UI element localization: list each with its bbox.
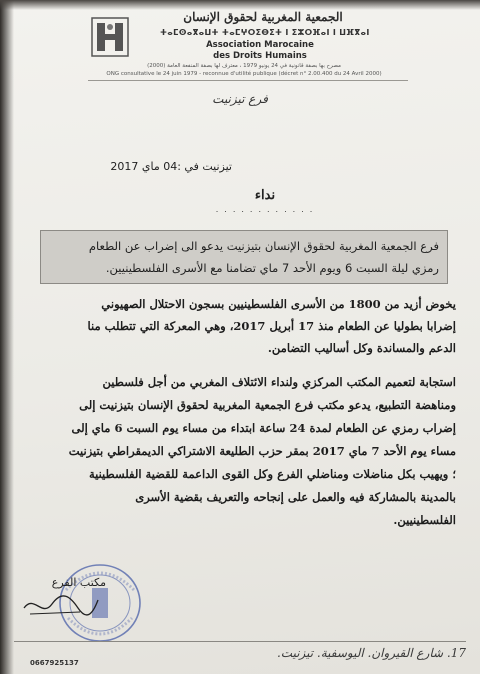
org-name-french-line2: des Droits Humains [213, 51, 307, 61]
branch-title: فرع تيزنيت [212, 92, 268, 106]
registration-french: ONG consultative le 24 juin 1979 - reconnue d'utilité publique (décret n° 2.00.400 du 24 Avril 2000) [106, 71, 382, 77]
footer-address: 17. شارع القيروان. اليوسفية. تيزنيت. [276, 646, 466, 660]
paragraph-1-line-2: إضرابا بطوليا عن الطعام منذ 17 أبريل 2017، وهي المعركة التي تتطلب منا [87, 319, 456, 333]
paragraph-2-line-6: بالمدينة بالمشاركة فيه والعمل على إنجاحه والتعريف بقضية الأسرى [135, 490, 456, 504]
handwritten-signature [20, 590, 100, 620]
organization-logo [88, 14, 132, 60]
paragraph-2-line-1: استجابة لتعميم المكتب المركزي ولنداء الائتلاف المغربي من أجل فلسطين [102, 375, 456, 389]
footer-divider [14, 641, 466, 642]
org-name-arabic: الجمعية المغربية لحقوق الإنسان [183, 10, 343, 24]
page-top-shadow [0, 0, 480, 10]
call-summary-line-2: رمزي ليلة السبت 6 ويوم الأحد 7 ماي تضامنا مع الأسرى الفلسطينيين. [105, 261, 439, 275]
paragraph-2-line-3: إضراب رمزي عن الطعام لمدة 24 ساعة ابتداء من مساء يوم السبت 6 ماي إلى [71, 421, 456, 435]
org-name-tifinagh: ⵜⴰⵎⵙⴰⴳⴰⵡⵜ ⵜⴰⵎⵖⵔⵉⴱⵉⵜ ⵏ ⵉⵣⵔⴼⴰⵏ ⵏ ⵡⴼⴳⴰⵏ [160, 28, 370, 37]
signature-label: مكتب الفرع [51, 576, 106, 589]
paragraph-2-line-4: مساء يوم الأحد 7 ماي 2017 بمقر حزب الطليعة الاشتراكي الديمقراطي بتيزنيت [68, 444, 456, 458]
document-heading: نداء [254, 188, 276, 203]
heading-underline-dots: ............ [215, 205, 319, 214]
footer-phone: 0667925137 [30, 659, 79, 667]
page-edge-shadow [0, 0, 14, 674]
org-name-french-line1: Association Marocaine [206, 40, 314, 50]
registration-arabic: مصرح بها بصفة قانونية في 24 يونيو 1979 ، معترف لها بصفة المنفعة العامة (2000) [147, 63, 341, 69]
letterhead-divider [88, 80, 408, 81]
paragraph-1-line-1: يخوض أزيد من 1800 من الأسرى الفلسطينيين بسجون الاحتلال الصهيوني [101, 297, 456, 311]
document-date: تيزنيت في :04 ماي 2017 [110, 160, 232, 173]
paragraph-1-line-3: الدعم والمساندة وكل أساليب التضامن. [267, 341, 456, 355]
paragraph-2-line-5: ؛ ويهيب بكل مناضلات ومناضلي الفرع وكل القوى الداعمة للقضية الفلسطينية [88, 467, 456, 481]
call-summary-box [40, 230, 448, 284]
paragraph-2-line-7: الفلسطينيين. [393, 513, 456, 527]
paragraph-2-line-2: ومناهضة التطبيع، يدعو مكتب فرع الجمعية المغربية لحقوق الإنسان بتيزنيت إلى [79, 398, 456, 412]
call-summary-line-1: فرع الجمعية المغربية لحقوق الإنسان بتيزنيت يدعو الى إضراب عن الطعام [88, 239, 439, 253]
